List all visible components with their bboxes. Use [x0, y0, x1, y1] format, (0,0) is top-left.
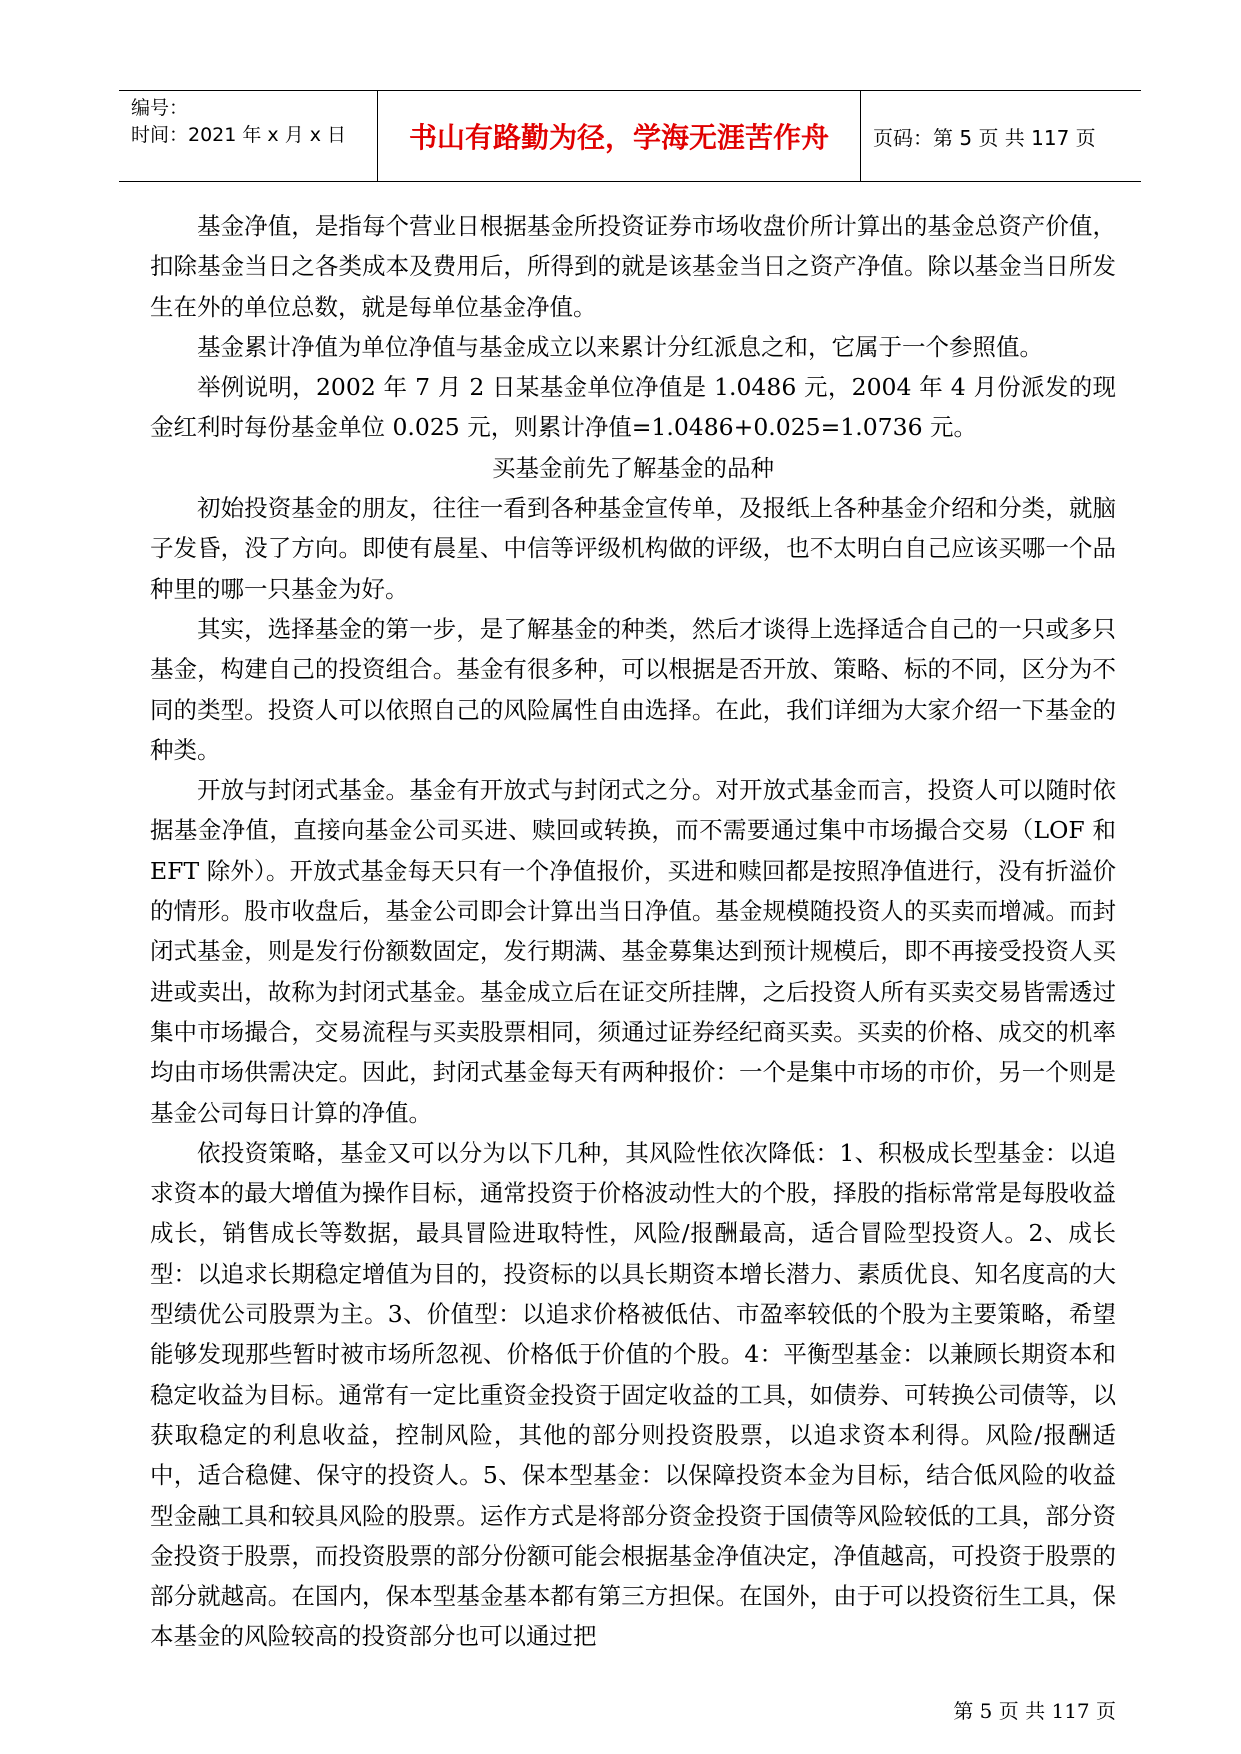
section-heading: 买基金前先了解基金的品种 [492, 453, 774, 482]
page-header [119, 90, 1141, 182]
document-body [150, 206, 1116, 1657]
paragraph-open-closed: 开放与封闭式基金。基金有开放式与封闭式之分。对开放式基金而言，投资人可以随时依据基金净值，直接向基金公司买进、赎回或转换，而不需要通过集中市场撮合交易（LOF 和 EFT 除外）。开放式基金每天只有一个净值报价，买进和赎回都是按照净值进行，没有折溢价的情形。股市收盘后，基金公司即会计算出当日净值。基金规模随投资人的买卖而增减。而封闭式基金，则是发行份额数固定，发行期满、基金募集达到预计规模后，即不再接受投资人买进或卖出，故称为封闭式基金。基金成立后在证交所挂牌，之后投资人所有买卖交易皆需透过集中市场撮合，交易流程与买卖股票相同，须通过证券经纪商买卖。买卖的价格、成交的机率均由市场供需决定。因此，封闭式基金每天有两种报价：一个是集中市场的市价，另一个则是基金公司每日计算的净值。 [150, 776, 1116, 1127]
header-page-cell [861, 91, 1141, 181]
header-page-info: 页码：第 5 页 共 117 页 [873, 125, 1096, 150]
page-footer [800, 1695, 1116, 1724]
paragraph-strategy: 依投资策略，基金又可以分为以下几种，其风险性依次降低：1、积极成长型基金：以追求资本的最大增值为操作目标，通常投资于价格波动性大的个股，择股的指标常常是每股收益成长，销售成长等数据，最具冒险进取特性，风险/报酬最高，适合冒险型投资人。2、成长型：以追求长期稳定增值为目的，投资标的以具长期资本增长潜力、素质优良、知名度高的大型绩优公司股票为主。3、价值型：以追求价格被低估、市盈率较低的个股为主要策略，希望能够发现那些暂时被市场所忽视、价格低于价值的个股。4：平衡型基金：以兼顾长期资本和稳定收益为目标。通常有一定比重资金投资于固定收益的工具，如债券、可转换公司债等，以获取稳定的利息收益，控制风险，其他的部分则投资股票，以追求资本利得。风险/报酬适中，适合稳健、保守的投资人。5、保本型基金：以保障投资本金为目标，结合低风险的收益型金融工具和较具风险的股票。运作方式是将部分资金投资于国债等风险较低的工具，部分资金投资于股票，而投资股票的部分份额可能会根据基金净值决定，净值越高，可投资于股票的部分就越高。在国内，保本型基金基本都有第三方担保。在国外，由于可以投资衍生工具，保本基金的风险较高的投资部分也可以通过把 [150, 1138, 1116, 1651]
header-motto-cell [378, 91, 861, 181]
footer-page-number: 第 5 页 共 117 页 [953, 1699, 1116, 1723]
motto-text: 书山有路勤为径，学海无涯苦作舟 [408, 121, 829, 154]
header-meta-cell [119, 91, 378, 181]
paragraph-cumulative-nav: 基金累计净值为单位净值与基金成立以来累计分红派息之和，它属于一个参照值。 [197, 332, 1043, 361]
paragraph-first-step: 其实，选择基金的第一步，是了解基金的种类，然后才谈得上选择适合自己的一只或多只基金，构建自己的投资组合。基金有很多种，可以根据是否开放、策略、标的不同，区分为不同的类型。投资人可以依照自己的风险属性自由选择。在此，我们详细为大家介绍一下基金的种类。 [150, 614, 1116, 764]
paragraph-example: 举例说明，2002 年 7 月 2 日某基金单位净值是 1.0486 元，2004 年 4 月份派发的现金红利时每份基金单位 0.025 元，则累计净值=1.0486+0.025=1.0736 元。 [150, 373, 1116, 442]
paragraph-beginners: 初始投资基金的朋友，往往一看到各种基金宣传单，及报纸上各种基金介绍和分类，就脑子发昏，没了方向。即使有晨星、中信等评级机构做的评级，也不太明白自己应该买哪一个品种里的哪一只基金为好。 [150, 494, 1116, 603]
paragraph-nav-definition: 基金净值，是指每个营业日根据基金所投资证券市场收盘价所计算出的基金总资产价值，扣除基金当日之各类成本及费用后，所得到的就是该基金当日之资产净值。除以基金当日所发生在外的单位总数，就是每单位基金净值。 [150, 212, 1116, 321]
number-label: 编号： [131, 97, 189, 119]
time-label: 时间：2021 年 x 月 x 日 [131, 124, 347, 146]
